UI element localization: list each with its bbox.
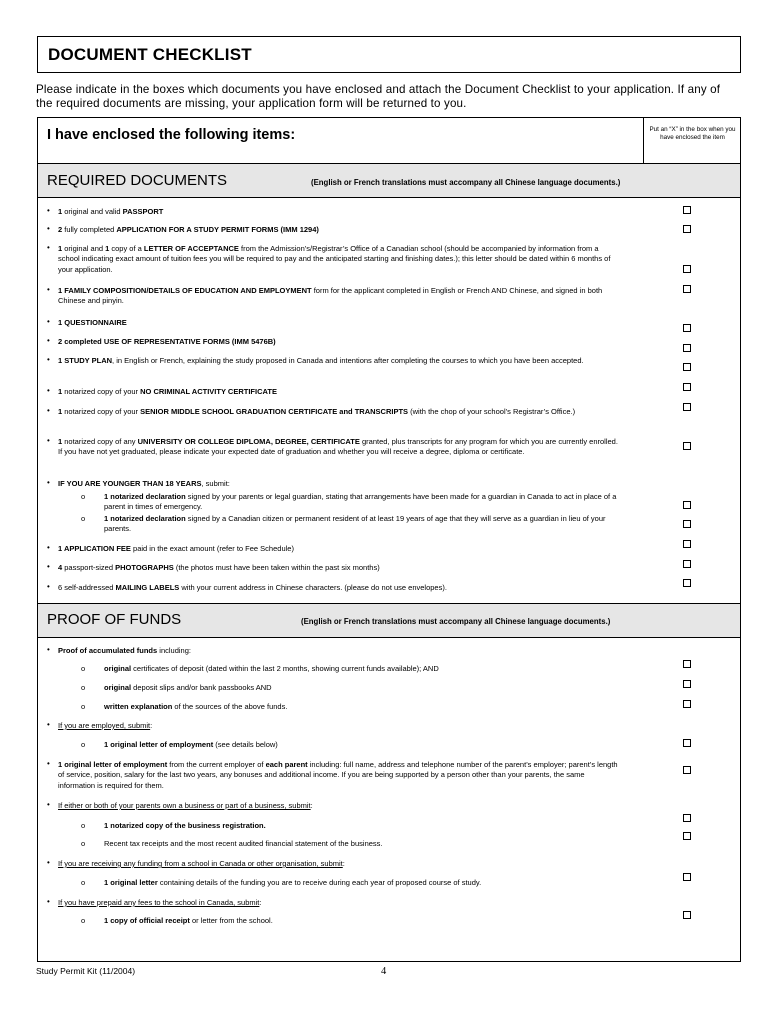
required-item-text: 1 original and 1 copy of a LETTER OF ACCEPTANCE from the Admission’s/Registrar’s Office of a Canadian school (should be accompanied by information from a school indicating exact amount of tuition fees you will be required to pay and the anticipated starting and finishing dates.); this letter should be dated within 6 months of your application. (58, 244, 611, 274)
required-checkbox[interactable] (683, 344, 691, 352)
bullet-marker: • (47, 285, 50, 294)
sub-bullet-marker: o (81, 878, 86, 887)
divider (38, 197, 740, 198)
sub-bullet-marker: o (81, 821, 86, 830)
bullet-marker: • (47, 897, 50, 906)
divider (38, 637, 740, 638)
funds-item-text: Proof of accumulated funds including: (58, 646, 191, 655)
title-box (37, 36, 741, 73)
bullet-marker: • (47, 800, 50, 809)
bullet-marker: • (47, 206, 50, 215)
required-item-text: IF YOU ARE YOUNGER THAN 18 YEARS, submit: (58, 479, 230, 488)
funds-item-text: 1 original letter of employment from the current employer of each parent including: full name, address and telephone number of the parent’s employer; parent’s length of service, position, salary for the last two years, any bonuses and additional income. If you are being supported by a person other than your parents, the same information is required for them. (58, 760, 618, 790)
sub-bullet-marker: o (81, 916, 86, 925)
bullet-marker: • (47, 243, 50, 252)
sub-bullet-marker: o (81, 702, 86, 711)
required-item-text: 6 self-addressed MAILING LABELS with your current address in Chinese characters. (please do not use envelopes). (58, 583, 447, 592)
bullet-marker: • (47, 645, 50, 654)
funds-item-text: 1 original letter of employment (see details below) (104, 740, 278, 749)
bullet-marker: • (47, 720, 50, 729)
funds-item-text: original certificates of deposit (dated within the last 2 months, showing current funds available); AND (104, 664, 439, 673)
bullet-marker: • (47, 355, 50, 364)
funds-item-text: If you have prepaid any fees to the school in Canada, submit: (58, 898, 262, 907)
funds-checkbox[interactable] (683, 680, 691, 688)
required-item-text: 1 FAMILY COMPOSITION/DETAILS OF EDUCATION AND EMPLOYMENT form for the applicant completed in English or French AND Chinese, and signed in both Chinese and pinyin. (58, 286, 603, 306)
intro-text: Please indicate in the boxes which documents you have enclosed and attach the Document Checklist to your application. If any of the required documents are missing, your application form will be returned to you. (36, 83, 721, 110)
required-heading: REQUIRED DOCUMENTS (47, 172, 228, 189)
sub-bullet-marker: o (81, 492, 86, 501)
page-title: DOCUMENT CHECKLIST (48, 45, 252, 64)
required-checkbox[interactable] (683, 560, 691, 568)
bullet-marker: • (47, 562, 50, 571)
funds-item-text: 1 copy of official receipt or letter from the school. (104, 916, 273, 925)
bullet-marker: • (47, 478, 50, 487)
required-note: (English or French translations must accompany all Chinese language documents.) (311, 178, 621, 187)
required-item-text: 1 notarized declaration signed by your parents or legal guardian, stating that arrangements have been made for a guardian in Canada to act in place of a parent in times of emergency. (104, 492, 617, 512)
funds-checkbox[interactable] (683, 700, 691, 708)
bullet-marker: • (47, 858, 50, 867)
required-item-text: 1 STUDY PLAN, in English or French, explaining the study proposed in Canada and intentions after completing the courses to which you have been accepted. (58, 356, 584, 365)
funds-checkbox[interactable] (683, 873, 691, 881)
bullet-marker: • (47, 436, 50, 445)
put-x-note: Put an “X” in the box when you have enclosed the item (649, 126, 736, 141)
required-item-text: 4 passport-sized PHOTOGRAPHS (the photos must have been taken within the past six months) (58, 563, 380, 572)
bullet-marker: • (47, 406, 50, 415)
required-checkbox[interactable] (683, 383, 691, 391)
funds-item-text: 1 notarized copy of the business registration. (104, 821, 266, 830)
sub-bullet-marker: o (81, 683, 86, 692)
funds-item-text: 1 original letter containing details of the funding you are to receive during each year of proposed course of study. (104, 878, 482, 887)
bullet-marker: • (47, 386, 50, 395)
required-item-text: 1 notarized copy of any UNIVERSITY OR COLLEGE DIPLOMA, DEGREE, CERTIFICATE granted, plus transcripts for any program for which you are currently enrolled. If you have not yet graduated, please indicate your expected date of graduation and whether you will receive a degree, diploma or certificate. (58, 437, 618, 457)
required-item-text: 2 fully completed APPLICATION FOR A STUDY PERMIT FORMS (IMM 1294) (58, 225, 319, 234)
sub-bullet-marker: o (81, 740, 86, 749)
footer-kit-label: Study Permit Kit (11/2004) (36, 966, 136, 976)
page-number: 4 (381, 966, 387, 977)
funds-checkbox[interactable] (683, 911, 691, 919)
header-divider (643, 118, 644, 163)
bullet-marker: • (47, 582, 50, 591)
required-item-text: 1 original and valid PASSPORT (58, 207, 164, 216)
bullet-marker: • (47, 336, 50, 345)
required-item-text: 1 notarized declaration signed by a Canadian citizen or permanent resident of at least 19 years of age that they will serve as a guardian in lieu of your parents. (104, 514, 606, 534)
funds-checkbox[interactable] (683, 832, 691, 840)
funds-checkbox[interactable] (683, 814, 691, 822)
required-checkbox[interactable] (683, 520, 691, 528)
required-item-text: 2 completed USE OF REPRESENTATIVE FORMS (IMM 5476B) (58, 337, 276, 346)
funds-item-text: If either or both of your parents own a business or part of a business, submit: (58, 801, 313, 810)
enclosed-heading: I have enclosed the following items: (47, 127, 296, 143)
required-checkbox[interactable] (683, 363, 691, 371)
bullet-marker: • (47, 759, 50, 768)
required-checkbox[interactable] (683, 324, 691, 332)
funds-checkbox[interactable] (683, 660, 691, 668)
required-item-text: 1 notarized copy of your NO CRIMINAL ACTIVITY CERTIFICATE (58, 387, 277, 396)
required-checkbox[interactable] (683, 265, 691, 273)
funds-item-text: If you are receiving any funding from a school in Canada or other organisation, submit: (58, 859, 345, 868)
funds-item-text: If you are employed, submit: (58, 721, 153, 730)
required-item-text: 1 QUESTIONNAIRE (58, 318, 127, 327)
required-checkbox[interactable] (683, 403, 691, 411)
funds-item-text: Recent tax receipts and the most recent audited financial statement of the business. (104, 839, 383, 848)
funds-heading: PROOF OF FUNDS (47, 611, 182, 628)
bullet-marker: • (47, 317, 50, 326)
required-item-text: 1 notarized copy of your SENIOR MIDDLE SCHOOL GRADUATION CERTIFICATE and TRANSCRIPTS (with the chop of your school’s Registrar’s Office.) (58, 407, 576, 416)
funds-checkbox[interactable] (683, 766, 691, 774)
required-checkbox[interactable] (683, 579, 691, 587)
required-checkbox[interactable] (683, 501, 691, 509)
required-checkbox[interactable] (683, 540, 691, 548)
bullet-marker: • (47, 224, 50, 233)
required-checkbox[interactable] (683, 206, 691, 214)
sub-bullet-marker: o (81, 664, 86, 673)
funds-checkbox[interactable] (683, 739, 691, 747)
required-item-text: 1 APPLICATION FEE paid in the exact amount (refer to Fee Schedule) (58, 544, 294, 553)
checklist-table (37, 117, 741, 962)
required-checkbox[interactable] (683, 285, 691, 293)
funds-note: (English or French translations must accompany all Chinese language documents.) (301, 617, 611, 626)
funds-item-text: original deposit slips and/or bank passbooks AND (104, 683, 272, 692)
sub-bullet-marker: o (81, 514, 86, 523)
sub-bullet-marker: o (81, 839, 86, 848)
required-checkbox[interactable] (683, 442, 691, 450)
required-checkbox[interactable] (683, 225, 691, 233)
funds-item-text: written explanation of the sources of the above funds. (104, 702, 288, 711)
bullet-marker: • (47, 543, 50, 552)
